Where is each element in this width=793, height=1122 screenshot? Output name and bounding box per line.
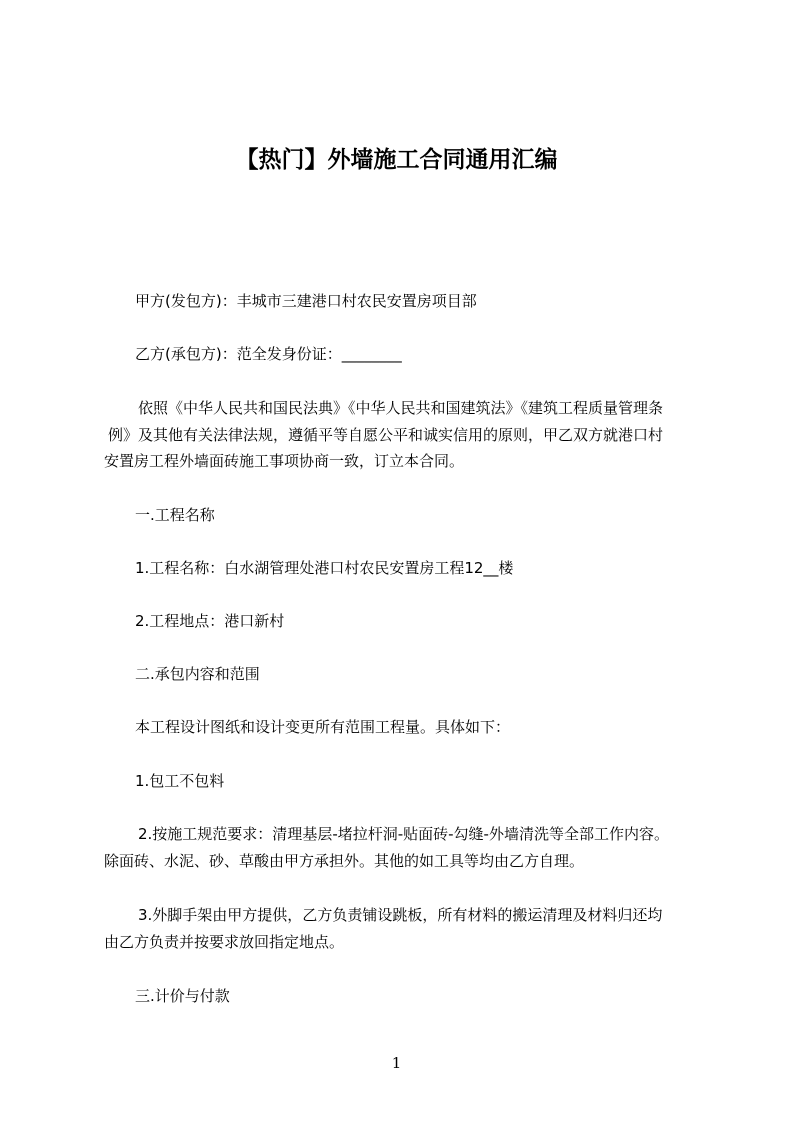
- section-3-heading: [104, 983, 694, 1010]
- party-a-paragraph: [104, 288, 694, 315]
- section-1-item-1-text: 1.工程名称：白水湖管理处港口村农民安置房工程12__楼: [135, 559, 514, 577]
- section-2-item-3-line-1: 3.外脚手架由甲方提供，乙方负责铺设跳板，所有材料的搬运清理及材料归还均: [138, 906, 663, 924]
- section-2-item-1-text: 1.包工不包料: [135, 772, 225, 790]
- section-2-item-3: [104, 902, 694, 955]
- section-1-heading-text: 一.工程名称: [135, 506, 215, 524]
- preamble-line-2: 例》及其他有关法律法规，遵循平等自愿公平和诚实信用的原则，甲乙双方就港口村: [108, 425, 664, 444]
- section-2-intro: [104, 714, 694, 741]
- section-2-item-2: [104, 821, 694, 874]
- preamble-paragraph: [104, 395, 694, 475]
- party-b-line: 乙方(承包方)：范全发身份证：________: [135, 345, 402, 363]
- section-2-item-2-line-1: 2.按施工规范要求：清理基层-堵拉杆洞-贴面砖-勾缝-外墙清洗等全部工作内容。: [138, 825, 669, 843]
- party-b-paragraph: [104, 341, 694, 368]
- section-1-heading: [104, 502, 694, 529]
- section-2-item-1: [104, 768, 694, 795]
- section-2-heading-text: 二.承包内容和范围: [135, 665, 260, 683]
- document-title: 【热门】外墙施工合同通用汇编: [235, 147, 558, 173]
- section-2-heading: [104, 661, 694, 688]
- preamble-line-1: 依照《中华人民共和国民法典》《中华人民共和国建筑法》《建筑工程质量管理条: [138, 399, 664, 417]
- section-2-item-3-line-2: 由乙方负责并按要求放回指定地点。: [104, 932, 345, 951]
- party-a-line: 甲方(发包方)：丰城市三建港口村农民安置房项目部: [135, 292, 477, 310]
- preamble-line-3: 安置房工程外墙面砖施工事项协商一致，订立本合同。: [104, 452, 465, 470]
- section-1-item-2-text: 2.工程地点：港口新村: [135, 612, 285, 630]
- section-1-item-2: [104, 608, 694, 635]
- page-number: 1: [391, 1054, 402, 1072]
- section-2-intro-text: 本工程设计图纸和设计变更所有范围工程量。具体如下：: [135, 718, 511, 736]
- section-2-item-2-line-2: 除面砖、水泥、砂、草酸由甲方承担外。其他的如工具等均由乙方自理。: [104, 851, 585, 870]
- section-1-item-1: [104, 555, 694, 582]
- section-3-heading-text: 三.计价与付款: [135, 987, 230, 1005]
